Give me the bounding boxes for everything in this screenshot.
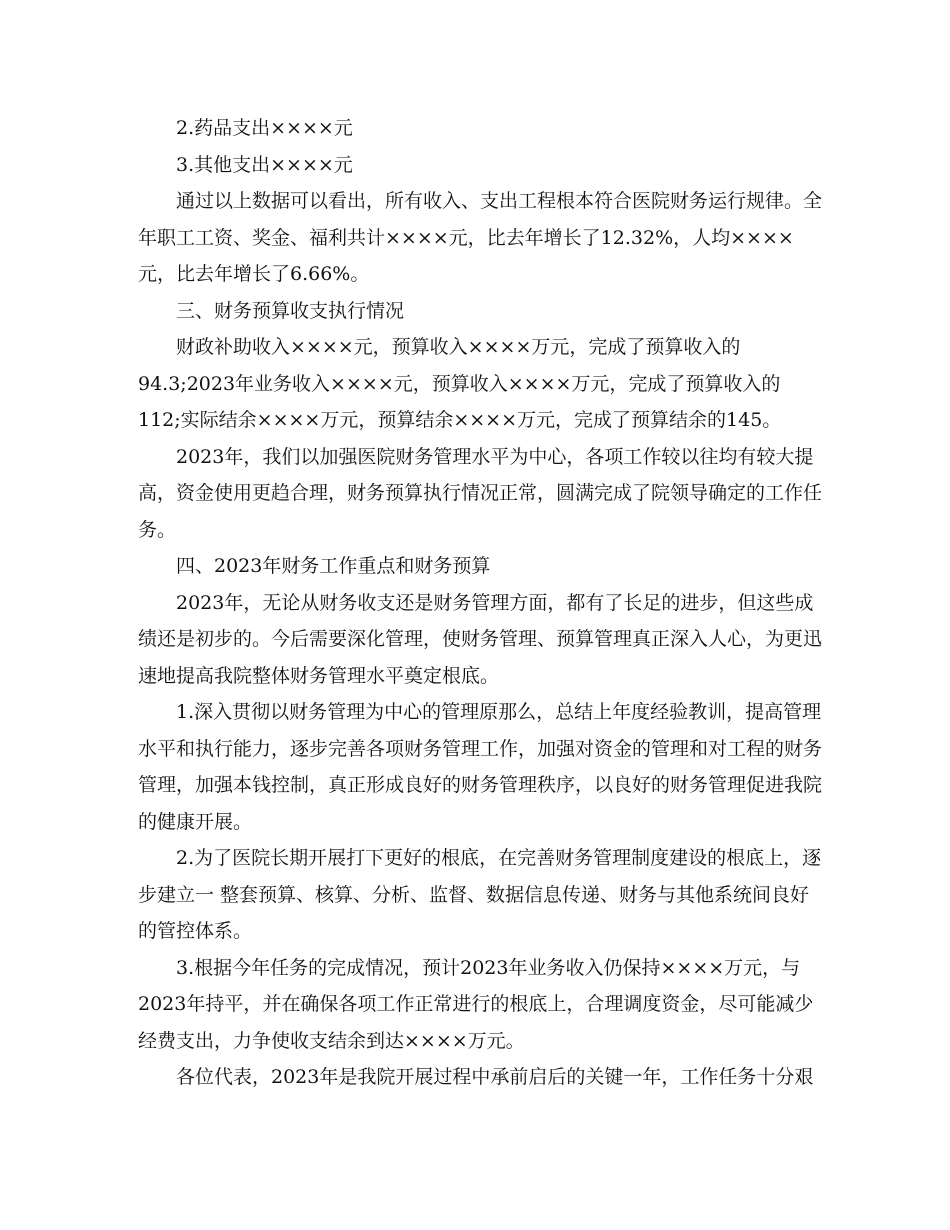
paragraph	[138, 1059, 818, 1096]
text-line: 3.其他支出××××元	[176, 153, 353, 176]
paragraph	[138, 585, 823, 695]
text-line: 112;实际结余××××万元，预算结余××××万元，完成了预算结余的145。	[138, 409, 782, 431]
document-page	[138, 110, 823, 1096]
text-line: 的健康开展。	[138, 810, 253, 833]
text-line: 管理，加强本钱控制，真正形成良好的财务管理秩序，以良好的财务管理促进我院	[138, 774, 823, 796]
text-line: 绩还是初步的。今后需要深化管理，使财务管理、预算管理真正深入人心，为更迅	[138, 628, 823, 650]
text-line: 步建立一 整套预算、核算、分析、监督、数据信息传递、财务与其他系统间良好	[138, 883, 810, 906]
text-line: 速地提高我院整体财务管理水平奠定根底。	[138, 664, 500, 687]
text-line: 2.为了医院长期开展打下更好的根底，在完善财务管理制度建设的根底上，逐	[176, 847, 822, 869]
text-line: 三、财务预算收支执行情况	[176, 299, 405, 322]
text-line: 元，比去年增长了6.66%。	[138, 263, 370, 285]
text-line: 94.3;2023年业务收入××××元，预算收入××××万元，完成了预算收入的	[138, 372, 781, 395]
paragraph	[138, 293, 818, 330]
text-line: 务。	[138, 518, 177, 541]
text-line: 通过以上数据可以看出，所有收入、支出工程根本符合医院财务运行规律。全	[176, 190, 823, 212]
paragraph	[138, 183, 823, 293]
text-line: 各位代表，2023年是我院开展过程中承前启后的关键一年，工作任务十分艰	[176, 1066, 814, 1088]
text-line: 高，资金使用更趋合理，财务预算执行情况正常，圆满完成了院领导确定的工作任	[138, 482, 823, 504]
text-line: 2023年持平，并在确保各项工作正常进行的根底上，合理调度资金，尽可能减少	[138, 993, 814, 1015]
text-line: 经费支出，力争使收支结余到达××××万元。	[138, 1029, 525, 1052]
paragraph	[138, 950, 818, 1060]
text-line: 年职工工资、奖金、福利共计××××元，比去年增长了12.32%，人均××××	[138, 226, 794, 249]
paragraph	[138, 694, 823, 840]
text-line: 水平和执行能力，逐步完善各项财务管理工作，加强对资金的管理和对工程的财务	[138, 737, 823, 760]
text-line: 1.深入贯彻以财务管理为中心的管理原那么，总结上年度经验教训，提高管理	[176, 701, 822, 723]
text-line: 2023年，我们以加强医院财务管理水平为中心，各项工作较以往均有较大提	[176, 445, 814, 468]
paragraph	[138, 439, 823, 549]
text-line: 2023年，无论从财务收支还是财务管理方面，都有了长足的进步，但这些成	[176, 591, 814, 614]
text-line: 财政补助收入××××元，预算收入××××万元，完成了预算收入的	[176, 336, 741, 358]
paragraph	[138, 840, 822, 950]
text-line: 2.药品支出××××元	[176, 117, 353, 139]
text-line: 的管控体系。	[138, 920, 253, 942]
paragraph	[138, 110, 818, 147]
text-line: 3.根据今年任务的完成情况，预计2023年业务收入仍保持××××万元，与	[176, 956, 801, 979]
paragraph	[138, 548, 818, 585]
text-line: 四、2023年财务工作重点和财务预算	[176, 555, 491, 577]
paragraph	[138, 329, 818, 439]
paragraph	[138, 147, 818, 184]
